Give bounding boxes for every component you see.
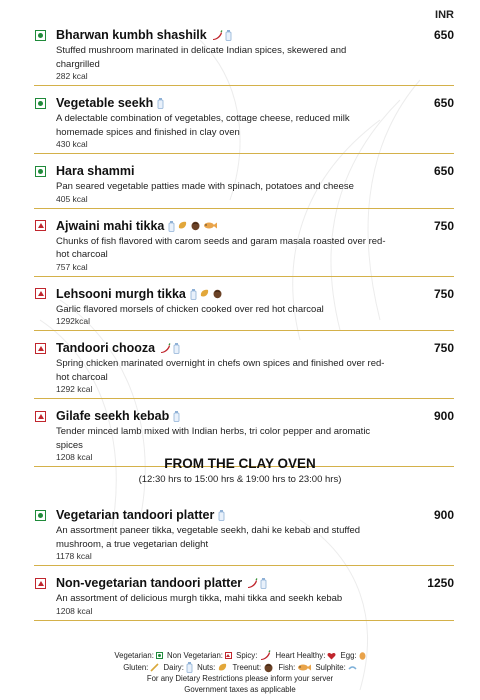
item-calories: 430 kcal — [56, 139, 88, 149]
milk-icon — [186, 661, 193, 673]
item-name: Vegetarian tandoori platter — [56, 508, 215, 522]
chili-icon — [259, 650, 271, 661]
fish-icon — [203, 221, 217, 230]
legend-spicy-label: Spicy: — [236, 651, 258, 660]
nonveg-icon — [35, 220, 46, 231]
veg-icon — [35, 166, 46, 177]
menu-item-header — [34, 339, 454, 357]
currency-label: INR — [435, 9, 454, 21]
item-name: Tandoori chooza — [56, 341, 156, 355]
item-description: Garlic flavored morsels of chicken cooked over red hot charcoal — [56, 303, 324, 315]
menu-item — [34, 94, 454, 154]
menu-item-header — [34, 217, 454, 235]
item-price: 650 — [433, 28, 454, 42]
chili-icon — [246, 578, 258, 589]
veg-icon — [156, 652, 163, 659]
section-title: FROM THE CLAY OVEN — [164, 456, 316, 471]
dietary-note: For any Dietary Restrictions please inform your server — [146, 674, 334, 683]
milk-icon — [168, 220, 175, 232]
item-allergen-icons — [159, 342, 180, 354]
item-calories: 1208 kcal — [56, 452, 93, 462]
veg-icon — [35, 510, 46, 521]
item-calories: 757 kcal — [56, 261, 88, 272]
item-description: An assortment of delicious murgh tikka, mahi tikka and seekh kebab — [56, 593, 343, 604]
legend-nuts-label: Nuts: — [197, 662, 216, 672]
menu-item-header — [34, 407, 454, 425]
menu-item — [34, 217, 454, 277]
legend-dairy-label: Dairy: — [163, 662, 184, 672]
nonveg-icon — [225, 652, 232, 659]
menu-item — [34, 506, 454, 566]
nonveg-icon — [35, 411, 46, 422]
item-description: An assortment paneer tikka, vegetable seekh, dahi ke kebab and stuffed mushroom, a true vegetarian delight — [56, 525, 361, 550]
veg-icon — [35, 30, 46, 41]
platter-list — [34, 506, 454, 629]
legend-row-1 — [0, 650, 480, 661]
item-description: Chunks of fish flavored with carom seeds and garam masala roasted over red-hot charcoal — [56, 235, 386, 260]
sulphite-icon — [348, 664, 357, 671]
item-allergen-icons — [173, 410, 180, 422]
milk-icon — [173, 410, 180, 422]
gluten-icon — [150, 663, 159, 672]
menu-item-header — [34, 26, 454, 44]
item-price: 750 — [433, 341, 454, 355]
legend-egg-label: Egg: — [340, 651, 357, 660]
tax-note: Government taxes as applicable — [184, 685, 296, 694]
item-name: Vegetable seekh — [56, 96, 154, 110]
item-description: Pan seared vegetable patties made with spinach, potatoes and cheese — [56, 181, 354, 192]
legend — [0, 650, 480, 695]
menu-item-header — [34, 506, 454, 524]
menu-item — [34, 162, 454, 209]
legend-gluten-label: Gluten: — [123, 662, 149, 672]
nonveg-icon — [35, 343, 46, 354]
milk-icon — [225, 29, 232, 41]
milk-icon — [218, 509, 225, 521]
legend-row-2 — [0, 661, 480, 673]
item-allergen-icons — [211, 29, 232, 41]
nut-icon — [217, 662, 228, 673]
legend-nonveg-label: Non Vegetarian: — [167, 651, 223, 660]
legend-veg-label: Vegetarian: — [114, 651, 154, 660]
item-name: Hara shammi — [56, 164, 135, 178]
nut-icon — [199, 288, 210, 299]
milk-icon — [260, 577, 267, 589]
item-price: 750 — [433, 218, 454, 233]
item-description: Tender minced lamb mixed with Indian herbs, tri color pepper and aromatic spices — [56, 426, 371, 451]
item-price: 650 — [433, 164, 454, 178]
menu-item — [34, 339, 454, 399]
chili-icon — [159, 343, 171, 354]
milk-icon — [190, 288, 197, 300]
item-description: Stuffed mushroom marinated in delicate Indian spices, skewered and chargrilled — [56, 45, 347, 70]
section-hours: (12:30 hrs to 15:00 hrs & 19:00 hrs to 23:00 hrs) — [138, 474, 342, 485]
item-allergen-icons — [190, 288, 223, 300]
item-price: 900 — [433, 409, 454, 423]
heart-icon — [327, 652, 336, 660]
item-calories: 1208 kcal — [56, 605, 93, 616]
item-calories: 1292kcal — [56, 316, 91, 326]
menu-item-header — [34, 162, 454, 180]
item-allergen-icons — [218, 509, 225, 521]
milk-icon — [157, 97, 164, 109]
legend-heart-label: Heart Healthy: — [275, 651, 326, 660]
item-description: Spring chicken marinated overnight in chefs own spices and finished over red-hot charcoal — [56, 358, 385, 383]
item-allergen-icons — [168, 220, 217, 232]
item-calories: 282 kcal — [56, 71, 88, 81]
nonveg-icon — [35, 578, 46, 589]
item-name: Non-vegetarian tandoori platter — [56, 576, 243, 590]
chili-icon — [211, 30, 223, 41]
menu-item-header — [34, 574, 454, 592]
item-name: Gilafe seekh kebab — [56, 409, 170, 423]
egg-icon — [359, 651, 366, 660]
legend-fish-label: Fish: — [278, 662, 296, 672]
veg-icon — [35, 98, 46, 109]
item-price: 1250 — [427, 576, 454, 590]
menu-item — [34, 26, 454, 86]
item-price: 750 — [433, 286, 454, 301]
milk-icon — [173, 342, 180, 354]
item-name: Bharwan kumbh shashilk — [56, 28, 207, 42]
item-calories: 1178 kcal — [56, 551, 92, 561]
treenut-icon — [190, 220, 201, 231]
menu-item-header — [34, 285, 454, 303]
legend-treenut-label: Treenut: — [232, 662, 262, 672]
item-calories: 1292 kcal — [56, 384, 93, 394]
menu-item-header — [34, 94, 454, 112]
treenut-icon — [212, 288, 223, 299]
item-name: Ajwaini mahi tikka — [56, 218, 165, 233]
menu-item — [34, 574, 454, 621]
item-price: 650 — [433, 96, 454, 110]
item-allergen-icons — [157, 97, 164, 109]
legend-sulphite-label: Sulphite: — [315, 662, 346, 672]
nonveg-icon — [35, 288, 46, 299]
item-calories: 405 kcal — [56, 193, 88, 204]
item-allergen-icons — [246, 577, 267, 589]
menu-list — [34, 26, 454, 475]
menu-item — [34, 285, 454, 332]
nut-icon — [177, 220, 188, 231]
fish-icon — [297, 663, 311, 672]
item-description: A delectable combination of vegetables, cottage cheese, reduced milk homemade spices and finished in clay oven — [56, 113, 350, 138]
item-price: 900 — [433, 508, 454, 522]
item-name: Lehsooni murgh tikka — [56, 286, 186, 301]
treenut-icon — [263, 662, 274, 673]
